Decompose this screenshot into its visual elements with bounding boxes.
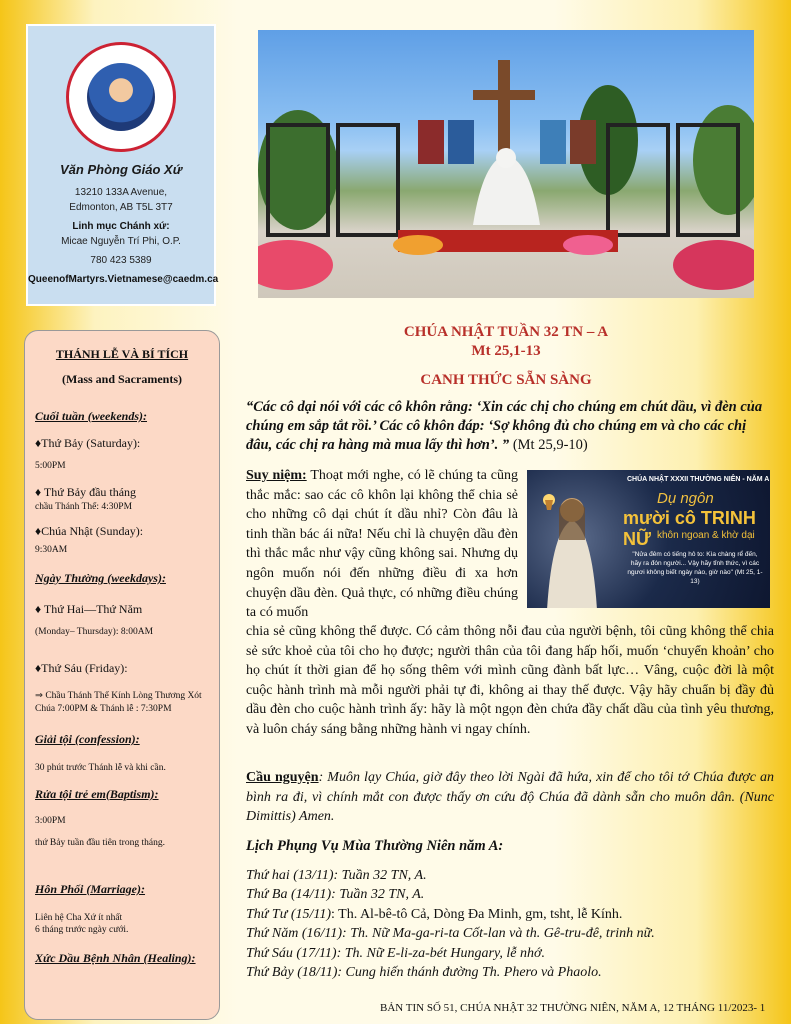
sunday-heading: CHÚA NHẬT TUẦN 32 TN – A [403, 324, 609, 340]
schedule-text: : Tuần 32 TN, A. [333, 868, 427, 883]
reflection-paragraph-continued: chia sẻ cũng không thể được. Có cảm thông nỗi đau của người bệnh, tôi cũng không thể chia sẻ sức khoẻ của tôi cho họ được; người thân của tôi đang hấp hối, muốn ‘chuyển khoản’ cho họ chút ít thời gian để họ sống thêm với mình cũng đành bất lực… Vâng, cuộc đời là một cuộc hành trình mà mỗi người phải tự đi, không ai thay thế được. Vậy hãy chuẩn bị đầy đủ dầu đèn cho cuộc hành trình ấy: hãy là một ngọn đèn chứa đầy chất dầu của tình yêu thương, và luôn cháy sáng bằng những hành vi ngay chính. [246, 624, 774, 737]
schedule-text: : Th. Nữ Ma-ga-ri-ta Cốt-lan và th. Gê-tru-đê, trinh nữ. [342, 926, 655, 942]
gospel-quote [246, 398, 774, 455]
schedule-row [246, 924, 766, 943]
schedule-day: Thứ hai (13/11) [246, 868, 334, 883]
liturgy-schedule-list [246, 866, 766, 982]
baptism-heading: Rửa tội trẻ em(Baptism): [35, 787, 159, 801]
office-email[interactable]: QueenofMartyrs.Vietnamese@caedm.ca [28, 274, 219, 285]
mon-thu-label: ♦ Thứ Hai—Thứ Năm [35, 602, 143, 616]
shrine-illustration [258, 30, 754, 298]
address-line-2: Edmonton, AB T5L 3T7 [69, 202, 173, 213]
first-saturday-label: ♦ Thứ Bảy đầu tháng [35, 485, 137, 499]
schedule-day: Thứ Tư (15/11) [246, 906, 332, 922]
marriage-heading: Hôn Phối (Marriage): [35, 882, 146, 896]
bulletin-footer: BẢN TIN SỐ 51, CHÚA NHẬT 32 THƯỜNG NIÊN, NĂM A, 12 THÁNG 11/2023- 1 [380, 1002, 766, 1014]
prayer-paragraph [246, 768, 774, 827]
quote-text: “Các cô dại nói với các cô khôn rằng: ‘Xin các chị cho chúng em chút dầu, vì đèn của chúng em sắp tắt rồi.’ Các cô khôn đáp: ‘Sợ không đủ cho chúng em và cho các chị đâu, các chị ra hàng mà mua lấy thì hơn’. ” [246, 399, 763, 453]
inset-line-1: CHÚA NHẬT XXXII THƯỜNG NIÊN - NĂM A [627, 476, 770, 483]
schedule-row [246, 944, 766, 963]
sunday-label: ♦Chúa Nhật (Sunday): [35, 524, 144, 538]
schedule-text: : Tuần 32 TN, A. [331, 887, 425, 903]
inset-line-2: Dụ ngôn [657, 490, 714, 507]
theme-heading: CANH THỨC SẴN SÀNG [420, 372, 592, 388]
mass-subtitle: (Mass and Sacraments) [62, 372, 182, 386]
confession-text: 30 phút trước Thánh lễ và khi cần. [35, 763, 166, 773]
friday-label: ♦Thứ Sáu (Friday): [35, 661, 128, 675]
parish-office-box [26, 24, 219, 306]
address-line-1: 13210 133A Avenue, [74, 187, 168, 198]
inset-line-3: mười cô TRINH NỮ [623, 508, 756, 549]
inset-line-5: "Nửa đêm có tiếng hô to: Kìa chàng rể đến, hãy ra đón người... Vậy hãy tỉnh thức, vì các ngươi không biết ngày nào, giờ nào" (Mt 25, 1-13) [627, 551, 763, 585]
weekday-heading: Ngày Thường (weekdays): [35, 571, 166, 585]
sunday-time: 9:30AM [35, 545, 68, 555]
saturday-time: 5:00PM [35, 461, 66, 471]
prayer-text: : Muôn lạy Chúa, giờ đây theo lời Ngài đã hứa, xin để cho tôi tớ Chúa được an bình ra đi, vì chính mắt con được thấy ơn cứu độ Chúa đã dành sẵn cho muôn dân. (Nunc Dimittis) Amen. [246, 770, 775, 825]
schedule-text: : Cung hiến thánh đường Th. Phero và Phaolo. [337, 965, 602, 981]
mass-title: THÁNH LỄ VÀ BÍ TÍCH [55, 347, 189, 361]
first-saturday-time: chầu Thánh Thể: 4:30PM [35, 502, 133, 512]
office-phone: 780 423 5389 [90, 255, 152, 266]
mon-thu-time: (Monday– Thursday): 8:00AM [35, 627, 154, 637]
pastor-name: Micae Nguyễn Trí Phi, O.P. [61, 236, 181, 247]
pastor-label: Linh mục Chánh xứ: [72, 221, 170, 232]
schedule-row [246, 905, 766, 924]
schedule-text: : Th. Nữ E-li-za-bét Hungary, lễ nhớ. [336, 945, 545, 961]
liturgy-schedule-title: Lịch Phụng Vụ Mùa Thường Niên năm A: [246, 838, 504, 854]
inset-line-4: khôn ngoan & khờ dại [657, 530, 755, 541]
schedule-row [246, 866, 766, 885]
schedule-text: : Th. Al-bê-tô Cả, Dòng Đa Minh, gm, tsht, lễ Kính. [331, 906, 623, 922]
weekend-heading: Cuối tuần (weekends): [35, 409, 148, 423]
schedule-day: Thứ Ba (14/11) [246, 887, 332, 903]
reading-reference: Mt 25,1-13 [471, 343, 541, 359]
parable-inset-image [527, 470, 770, 608]
reflection-label: Suy niệm: [246, 468, 307, 483]
schedule-day: Thứ Sáu (17/11) [246, 945, 337, 961]
jesus-with-lamp-figure [537, 480, 607, 608]
virgin-mary-image [87, 63, 155, 131]
schedule-row [246, 885, 766, 904]
parish-seal-logo [66, 42, 176, 152]
saturday-label: ♦Thứ Bảy (Saturday): [35, 436, 141, 450]
friday-time: ⇒ Chầu Thánh Thể Kính Lòng Thương Xót Chúa 7:00PM & Thánh lễ : 7:30PM [35, 691, 202, 714]
marriage-text-2: 6 tháng trước ngày cưới. [35, 925, 129, 935]
schedule-row [246, 963, 766, 982]
quote-ref: (Mt 25,9-10) [512, 437, 588, 453]
marriage-text-1: Liên hệ Cha Xứ ít nhất [35, 913, 123, 923]
schedule-day: Thứ Năm (16/11) [246, 926, 343, 942]
mass-sacraments-box [24, 330, 220, 1020]
prayer-label: Cầu nguyện [246, 770, 319, 785]
baptism-text: thứ Bảy tuần đầu tiên trong tháng. [35, 838, 165, 848]
reflection-text-short: Thoạt mới nghe, có lẽ chúng ta cũng thắc mắc: sao các cô khôn lại không thể chia sẻ cho những cô dại chút ít dầu nhỉ? Còn đâu là tinh thần bác ái nữa! Nếu chỉ là chuyện dầu đèn thì thắc mắc như vậy cũng không sai. Nhưng dụ ngôn muốn nói đến những điều đi xa hơn chuyện dầu đèn. Quả thực, có những điều chúng ta có muốn [246, 468, 518, 621]
healing-heading: Xức Dầu Bệnh Nhân (Healing): [35, 951, 196, 965]
schedule-day: Thứ Bảy (18/11) [246, 965, 338, 981]
office-title: Văn Phòng Giáo Xứ [60, 162, 182, 177]
baptism-time: 3:00PM [35, 816, 66, 826]
confession-heading: Giải tội (confession): [35, 732, 140, 746]
reflection-paragraph-start [246, 466, 518, 623]
shrine-photo [258, 30, 754, 298]
